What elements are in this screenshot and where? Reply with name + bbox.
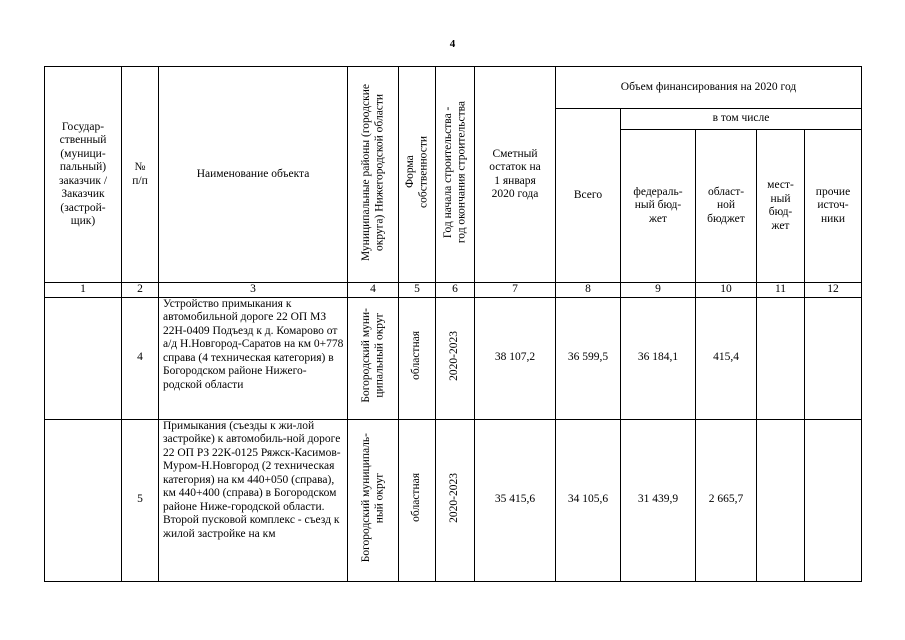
cell-years-text: 2020-2023 <box>448 472 461 523</box>
column-number: 1 <box>45 283 122 298</box>
cell-estimated-balance: 38 107,2 <box>475 297 556 419</box>
cell-regional: 2 665,7 <box>696 419 757 581</box>
column-number: 3 <box>159 283 348 298</box>
page-number: 4 <box>449 38 456 50</box>
cell-other <box>805 419 862 581</box>
header-ownership-form-text: Форма собственности <box>403 136 429 209</box>
cell-district-text: Богородский муни- ципальный округ <box>359 308 385 404</box>
cell-number: 4 <box>122 297 159 419</box>
header-regional-budget: област- ной бюджет <box>696 130 757 283</box>
column-numbers-row <box>45 283 862 298</box>
header-object-name: Наименование объекта <box>159 67 348 283</box>
cell-customer <box>45 297 122 419</box>
cell-other <box>805 297 862 419</box>
header-number: № п/п <box>122 67 159 283</box>
column-number: 9 <box>621 283 696 298</box>
cell-federal: 31 439,9 <box>621 419 696 581</box>
header-other-sources: прочие источ- ники <box>805 130 862 283</box>
cell-total: 36 599,5 <box>556 297 621 419</box>
cell-local <box>757 419 805 581</box>
cell-regional: 415,4 <box>696 297 757 419</box>
header-municipal-districts <box>348 67 399 283</box>
cell-ownership <box>399 297 436 419</box>
cell-district <box>348 297 399 419</box>
cell-number: 5 <box>122 419 159 581</box>
header-ownership-form <box>399 67 436 283</box>
header-row <box>45 67 862 109</box>
header-total: Всего <box>556 109 621 283</box>
cell-local <box>757 297 805 419</box>
cell-federal: 36 184,1 <box>621 297 696 419</box>
cell-total: 34 105,6 <box>556 419 621 581</box>
cell-object-name: Устройство примыкания к автомобильной дороге 22 ОП МЗ 22Н-0409 Подъезд к д. Комарово от а/д Н.Новгород-Саратов на км 0+778 справа (4 техническая категория) в Богородском районе Нижего-родской области <box>159 297 348 419</box>
header-federal-budget: федераль- ный бюд- жет <box>621 130 696 283</box>
header-local-budget: мест- ный бюд- жет <box>757 130 805 283</box>
cell-object-name: Примыкания (съезды к жи-лой застройке) к автомобиль-ной дороге 22 ОП РЗ 22К-0125 Ряжск-Касимов-Муром-Н.Новгород (2 техническая категория) на км 440+050 (справа), км 440+400 (справа) в Богородском районе Ниже-городской области. Второй пусковой комплекс - съезд к жилой застройке на км <box>159 419 348 581</box>
cell-ownership-text: областная <box>410 331 423 381</box>
table-row <box>45 297 862 419</box>
cell-district <box>348 419 399 581</box>
column-number: 5 <box>399 283 436 298</box>
table-row <box>45 419 862 581</box>
cell-district-text: Богородский муниципаль- ный округ <box>359 433 385 563</box>
column-number: 12 <box>805 283 862 298</box>
column-number: 7 <box>475 283 556 298</box>
cell-customer <box>45 419 122 581</box>
column-number: 6 <box>436 283 475 298</box>
header-including: в том числе <box>621 109 862 130</box>
header-construction-years-text: Год начала строительства - год окончания строительства <box>441 101 467 244</box>
column-number: 4 <box>348 283 399 298</box>
column-number: 2 <box>122 283 159 298</box>
cell-ownership-text: областная <box>410 473 423 523</box>
cell-ownership <box>399 419 436 581</box>
cell-estimated-balance: 35 415,6 <box>475 419 556 581</box>
cell-years <box>436 297 475 419</box>
cell-years-text: 2020-2023 <box>448 330 461 381</box>
header-municipal-districts-text: Муниципальные районы (городские округа) Нижегородской области <box>359 83 385 261</box>
column-number: 10 <box>696 283 757 298</box>
header-customer: Государ- ственный (муници- пальный) заказчик / Заказчик (застрой- щик) <box>45 67 122 283</box>
header-estimated-balance: Сметный остаток на 1 января 2020 года <box>475 67 556 283</box>
column-number: 8 <box>556 283 621 298</box>
header-funding-volume: Объем финансирования на 2020 год <box>556 67 862 109</box>
column-number: 11 <box>757 283 805 298</box>
financing-table <box>44 66 862 582</box>
cell-years <box>436 419 475 581</box>
header-construction-years <box>436 67 475 283</box>
